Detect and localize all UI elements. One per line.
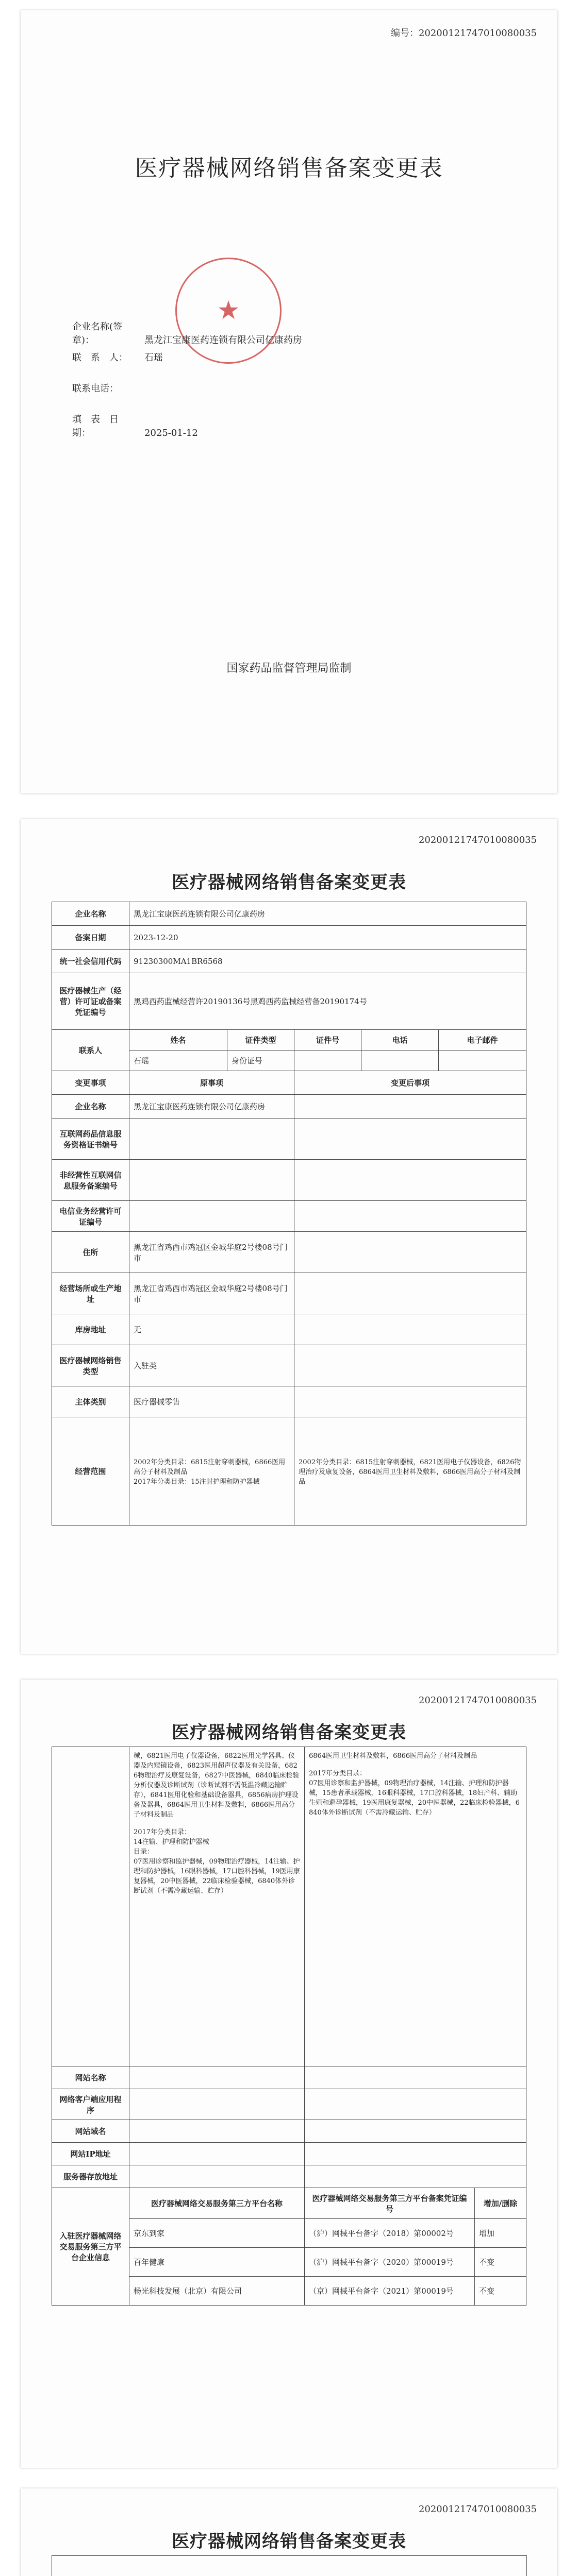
- domain-label: 网站域名: [52, 2120, 129, 2143]
- authority-footer: 国家药品监督管理局监制: [226, 662, 352, 675]
- website-ip-before: [129, 2143, 305, 2165]
- before-label: 原事项: [129, 1071, 294, 1095]
- website-ip-after: [305, 2143, 526, 2165]
- platform-header-cert: 医疗器械网络交易服务第三方平台备案凭证编号: [305, 2188, 475, 2219]
- contact-email-value: [439, 1050, 526, 1071]
- platform-name: 杨光科技发展（北京）有限公司: [129, 2277, 305, 2306]
- website-label: 网站名称: [52, 2066, 129, 2089]
- form-table-2: [52, 1747, 526, 2306]
- seal-star-icon: ★: [217, 295, 240, 325]
- doc-number: 20200121747010080035: [418, 1695, 537, 1706]
- platform-cert-label: 互联网药品信息服务资格证书编号: [52, 1118, 129, 1160]
- nonbiz-before: [129, 1160, 294, 1201]
- contact-label: 联 系 人：: [72, 352, 128, 363]
- cover-date-row: [72, 412, 198, 439]
- form-title: 医疗器械网络销售备案变更表: [172, 872, 406, 893]
- contact-name-value: 石瑶: [129, 1050, 227, 1071]
- contact-header-name: 姓名: [129, 1030, 227, 1050]
- form-title: 医疗器械网络销售备案变更表: [172, 2531, 406, 2552]
- company-name: 黑龙江宝康医药连锁有限公司亿康药房: [144, 335, 302, 346]
- entity-label: 主体类别: [52, 1386, 129, 1417]
- change-company-name-label: 企业名称: [52, 1095, 129, 1118]
- license-value: 黑鸡西药监械经营许20190136号黑鸡西药监械经营备20190174号: [129, 973, 526, 1030]
- form-table-1: [52, 902, 526, 1526]
- entity-before: 医疗器械零售: [129, 1386, 294, 1417]
- change-company-name-before: 黑龙江宝康医药连锁有限公司亿康药房: [129, 1095, 294, 1118]
- client-app-after: [305, 2089, 526, 2120]
- doc-number: [391, 26, 537, 39]
- platform-cert: （沪）网械平台备字（2020）第00019号: [305, 2248, 475, 2277]
- server-before: [129, 2165, 305, 2188]
- contact-header-email: 电子邮件: [439, 1030, 526, 1050]
- client-app-label: 网络客户端应用程序: [52, 2089, 129, 2120]
- telecom-label: 电信业务经营许可证编号: [52, 1201, 129, 1232]
- sale-type-label: 医疗器械网络销售类型: [52, 1345, 129, 1386]
- date-label: 填 表 日 期：: [72, 414, 128, 438]
- platform-action: 增加: [475, 2219, 526, 2248]
- cover-page: [21, 10, 557, 793]
- contact-id-type-value: 身份证号: [227, 1050, 294, 1071]
- nonbiz-after: [294, 1160, 526, 1201]
- record-date-value: 2023-12-20: [129, 926, 526, 950]
- production-label: 经营场所或生产地址: [52, 1273, 129, 1314]
- form-page-1: [21, 819, 557, 1654]
- scope-after-cont: 6864医用卫生材料及敷料，6866医用高分子材料及制品 2017年分类目录： 07医用诊察和监护器械，09物理治疗器械，14注输、护理和防护器械，15患者承载器械，16眼科器械，17口腔科器械，18妇产科、辅助生殖和避孕器械，19医用康复器械，20中医器械，22临床检验器械，6840体外诊断试剂（不需冷藏运输、贮存）: [305, 1747, 526, 2066]
- company-seal: [175, 258, 282, 364]
- form-page-2: [21, 1680, 557, 2468]
- domain-before: [129, 2120, 305, 2143]
- address-after: [294, 1232, 526, 1273]
- platform-header-name: 医疗器械网络交易服务第三方平台名称: [129, 2188, 305, 2219]
- platform-cert: （沪）网械平台备字（2018）第00002号: [305, 2219, 475, 2248]
- scope-label: 经营范围: [52, 1417, 129, 1526]
- doc-number-value: 20200121747010080035: [418, 28, 537, 39]
- sale-type-before: 入驻类: [129, 1345, 294, 1386]
- company-name-value: 黑龙江宝康医药连锁有限公司亿康药房: [129, 902, 526, 926]
- contact-header-id-type: 证件类型: [227, 1030, 294, 1050]
- contact-header-phone: 电话: [361, 1030, 439, 1050]
- platform-action: 不变: [475, 2277, 526, 2306]
- warehouse-label: 库房地址: [52, 1314, 129, 1345]
- contact-id-number-value: [294, 1050, 361, 1071]
- platform-header-action: 增加/删除: [475, 2188, 526, 2219]
- nonbiz-label: 非经营性互联网信息服务备案编号: [52, 1160, 129, 1201]
- cover-title: 医疗器械网络销售备案变更表: [135, 155, 443, 181]
- address-label: 住所: [52, 1232, 129, 1273]
- scope-after: 2002年分类目录：6815注射穿刺器械，6821医用电子仪器设备，6826物理治疗及康复设备，6864医用卫生材料及敷料，6866医用高分子材料及制品: [294, 1417, 526, 1526]
- production-after: [294, 1273, 526, 1314]
- doc-number-label: 编号：: [390, 28, 419, 39]
- platform-name: 百年健康: [129, 2248, 305, 2277]
- scope-before-cont: 械，6821医用电子仪器设备，6822医用光学器具、仪器及内窥镜设备，6823医用超声仪器及有关设备，6826物理治疗及康复设备，6827中医器械，6840临床检验分析仪器及诊断试剂（诊断试剂不需低温冷藏运输贮存），6841医用化验和基础设备器具，6856病房护理设备及器具，6864医用卫生材料及敷料，6866医用高分子材料及制品 2017年分类目录： 14注输、护理和防护器械 目录： 07医用诊察和监护器械，09物理治疗器械，14注输、护理和防护器械，16眼科器械，17口腔科器械，19医用康复器械，20中医器械，22临床检验器械，6840体外诊断试剂（不需冷藏运输、贮存）: [129, 1747, 305, 2066]
- platform-cert-after: [294, 1118, 526, 1160]
- form-title: 医疗器械网络销售备案变更表: [172, 1722, 406, 1743]
- website-before: [129, 2066, 305, 2089]
- license-label: 医疗器械生产（经营）许可证或备案凭证编号: [52, 973, 129, 1030]
- credit-code-value: 91230300MA1BR6568: [129, 950, 526, 973]
- platform-action: 不变: [475, 2248, 526, 2277]
- production-before: 黑龙江省鸡西市鸡冠区金城华庭2号楼08号门市: [129, 1273, 294, 1314]
- platform-cert: （京）网械平台备字（2021）第00019号: [305, 2277, 475, 2306]
- doc-number: 20200121747010080035: [418, 835, 537, 845]
- scope-before: 2002年分类目录：6815注射穿刺器械，6866医用高分子材料及制品 2017年分类目录：15注射护理和防护器械: [129, 1417, 294, 1526]
- domain-after: [305, 2120, 526, 2143]
- declaration-page: [21, 2488, 557, 2576]
- server-label: 服务器存放地址: [52, 2165, 129, 2188]
- telecom-after: [294, 1201, 526, 1232]
- platform-name: 京东到家: [129, 2219, 305, 2248]
- declaration-box: [52, 2555, 527, 2576]
- platform-group-label: 入驻医疗器械网络交易服务第三方平台企业信息: [52, 2188, 129, 2306]
- entity-after: [294, 1386, 526, 1417]
- after-label: 变更后事项: [294, 1071, 526, 1095]
- doc-number: 20200121747010080035: [418, 2504, 537, 2515]
- credit-code-label: 统一社会信用代码: [52, 950, 129, 973]
- contact-value: 石瑶: [144, 352, 163, 363]
- company-label: 企业名称(签章)：: [72, 321, 123, 346]
- server-after: [305, 2165, 526, 2188]
- record-date-label: 备案日期: [52, 926, 129, 950]
- address-before: 黑龙江省鸡西市鸡冠区金城华庭2号楼08号门市: [129, 1232, 294, 1273]
- change-company-name-after: [294, 1095, 526, 1118]
- cover-company-row: [72, 319, 302, 346]
- change-item-label: 变更事项: [52, 1071, 129, 1095]
- client-app-before: [129, 2089, 305, 2120]
- warehouse-after: [294, 1314, 526, 1345]
- warehouse-before: 无: [129, 1314, 294, 1345]
- cover-contact-row: [72, 350, 163, 364]
- phone-label: 联系电话：: [72, 383, 119, 394]
- cover-phone-row: [72, 381, 144, 395]
- date-value: 2025-01-12: [144, 428, 198, 438]
- contact-header-id-number: 证件号: [294, 1030, 361, 1050]
- scope-cont-label: [52, 1747, 129, 2066]
- sale-type-after: [294, 1345, 526, 1386]
- website-after: [305, 2066, 526, 2089]
- contact-label: 联系人: [52, 1030, 129, 1071]
- website-ip-label: 网站IP地址: [52, 2143, 129, 2165]
- platform-cert-before: [129, 1118, 294, 1160]
- telecom-before: [129, 1201, 294, 1232]
- contact-phone-value: [361, 1050, 439, 1071]
- company-name-label: 企业名称: [52, 902, 129, 926]
